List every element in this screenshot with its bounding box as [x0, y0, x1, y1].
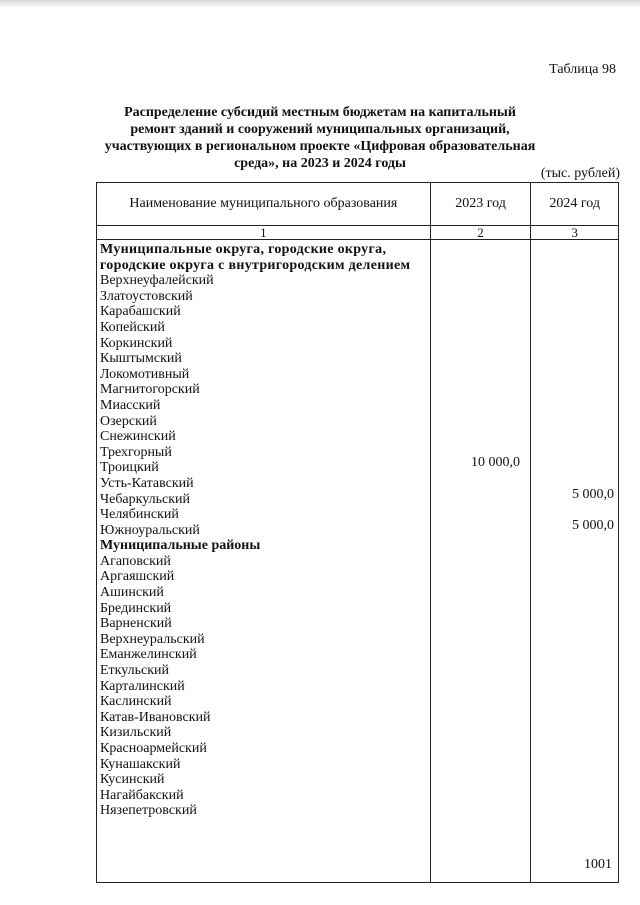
value-chelyabinsky-2024: 5 000,0 [572, 518, 614, 533]
value-trekhgorny-2023: 10 000,0 [471, 455, 520, 470]
column-number-1: 1 [97, 226, 431, 240]
municipality-row: Брединский [100, 600, 172, 616]
page-number: 1001 [584, 857, 612, 872]
municipality-row: Кыштымский [100, 351, 182, 367]
municipality-row: Аргаяшский [100, 569, 175, 585]
header-row [97, 183, 619, 226]
municipality-row: Нязепетровский [100, 803, 197, 819]
column-header-2023: 2023 год [430, 183, 531, 226]
municipality-row: Златоустовский [100, 288, 193, 304]
value-ust-katavsky-2024: 5 000,0 [572, 487, 614, 502]
municipality-row: Нагайбакский [100, 787, 184, 803]
column-number-2: 2 [430, 226, 531, 240]
municipality-row: Кунашакский [100, 756, 181, 772]
column-header-2024: 2024 год [531, 183, 619, 226]
municipality-row: Варненский [100, 616, 172, 632]
municipality-row: Верхнеуральский [100, 631, 205, 647]
municipality-row: Южноуральский [100, 522, 200, 538]
units-label: (тыс. рублей) [540, 166, 620, 181]
municipality-row: Снежинский [100, 429, 176, 445]
municipality-list [97, 240, 431, 883]
column-2023-cell [430, 240, 531, 883]
column-2024-cell [531, 240, 619, 883]
municipality-row: Троицкий [100, 460, 159, 476]
table-body-row [97, 240, 619, 883]
municipality-row: Карталинский [100, 678, 185, 694]
group2-list [100, 554, 430, 819]
municipality-row: Агаповский [100, 553, 171, 569]
municipality-row: Челябинский [100, 507, 179, 523]
municipality-row: Локомотивный [100, 366, 190, 382]
municipality-row: Ашинский [100, 585, 164, 601]
municipality-row: Трехгорный [100, 444, 172, 460]
municipality-row: Усть-Катавский [100, 475, 194, 491]
table-number: Таблица 98 [549, 62, 616, 77]
column-number-3: 3 [531, 226, 619, 240]
group1-list [100, 273, 430, 538]
municipality-row: Магнитогорский [100, 382, 200, 398]
municipality-row: Озерский [100, 413, 157, 429]
municipality-row: Чебаркульский [100, 491, 191, 507]
municipality-row: Копейский [100, 319, 165, 335]
group-title-okruga: Муниципальные округа, городские округа, городские округа с внутригородским делением [100, 242, 411, 273]
column-header-name: Наименование муниципального образования [97, 183, 431, 226]
subsidy-table [96, 182, 619, 883]
municipality-row: Катав-Ивановский [100, 709, 211, 725]
group-title-rayony: Муниципальные районы [100, 538, 261, 554]
municipality-row: Карабашский [100, 304, 181, 320]
municipality-row: Красноармейский [100, 741, 207, 756]
column-number-row [97, 226, 619, 240]
municipality-row: Кусинский [100, 772, 165, 788]
municipality-row: Коркинский [100, 335, 173, 351]
municipality-row: Верхнеуфалейский [100, 273, 214, 289]
table-title: Распределение субсидий местным бюджетам на капитальный ремонт зданий и сооружений муниципальных организаций, участвующих в региональном проекте «Цифровая образовательная среда», на 2023 и 2024 годы [104, 105, 536, 171]
scan-edge [0, 0, 640, 8]
municipality-row: Миасский [100, 397, 161, 413]
municipality-row: Еманжелинский [100, 647, 197, 663]
municipality-row: Еткульский [100, 663, 170, 679]
municipality-row: Кизильский [100, 725, 172, 741]
municipality-row: Каслинский [100, 694, 172, 710]
